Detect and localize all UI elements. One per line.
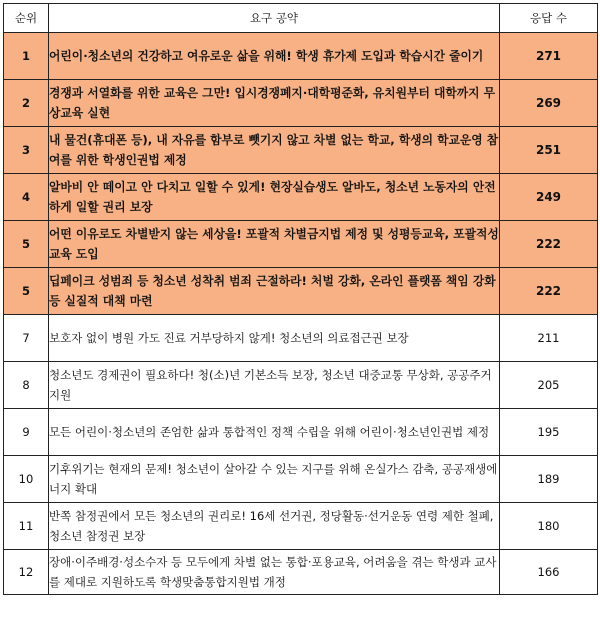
rank-cell: 1 (4, 33, 49, 80)
rank-cell: 5 (4, 221, 49, 268)
table-row (4, 127, 598, 174)
rank-cell: 5 (4, 268, 49, 315)
table-row (4, 503, 598, 550)
count-cell: 180 (500, 503, 598, 550)
count-cell: 249 (500, 174, 598, 221)
pledge-cell: 내 물건(휴대폰 등), 내 자유를 함부로 뺏기지 않고 차별 없는 학교, 학생의 학교운영 참여를 위한 학생인권법 제정 (49, 127, 500, 174)
rank-cell: 4 (4, 174, 49, 221)
pledge-cell: 딥페이크 성범죄 등 청소년 성착취 범죄 근절하라! 처벌 강화, 온라인 플랫폼 책임 강화 등 실질적 대책 마련 (49, 268, 500, 315)
rank-cell: 7 (4, 315, 49, 362)
pledge-cell: 어떤 이유로도 차별받지 않는 세상을! 포괄적 차별금지법 제정 및 성평등교육, 포괄적성교육 도입 (49, 221, 500, 268)
rank-cell: 3 (4, 127, 49, 174)
table-header (4, 4, 598, 33)
pledge-cell: 청소년도 경제권이 필요하다! 청(소)년 기본소득 보장, 청소년 대중교통 무상화, 공공주거 지원 (49, 362, 500, 409)
table-row (4, 409, 598, 456)
table-row (4, 550, 598, 595)
rank-cell: 2 (4, 80, 49, 127)
pledge-cell: 경쟁과 서열화를 위한 교육은 그만! 입시경쟁폐지·대학평준화, 유치원부터 대학까지 무상교육 실현 (49, 80, 500, 127)
pledge-cell: 반쪽 참정권에서 모든 청소년의 권리로! 16세 선거권, 정당활동·선거운동 연령 제한 철폐, 청소년 참정권 보장 (49, 503, 500, 550)
count-cell: 205 (500, 362, 598, 409)
table-row (4, 456, 598, 503)
count-cell: 269 (500, 80, 598, 127)
count-cell: 166 (500, 550, 598, 595)
header-count: 응답 수 (500, 4, 598, 33)
header-rank: 순위 (4, 4, 49, 33)
rank-cell: 8 (4, 362, 49, 409)
table-row (4, 33, 598, 80)
table-row (4, 174, 598, 221)
table-body (4, 33, 598, 595)
table-row (4, 268, 598, 315)
table-row (4, 221, 598, 268)
rank-cell: 10 (4, 456, 49, 503)
header-pledge: 요구 공약 (49, 4, 500, 33)
count-cell: 222 (500, 268, 598, 315)
count-cell: 271 (500, 33, 598, 80)
rank-cell: 11 (4, 503, 49, 550)
table-row (4, 362, 598, 409)
rank-cell: 9 (4, 409, 49, 456)
count-cell: 211 (500, 315, 598, 362)
pledge-cell: 모든 어린이·청소년의 존엄한 삶과 통합적인 정책 수립을 위해 어린이·청소년인권법 제정 (49, 409, 500, 456)
table-row (4, 315, 598, 362)
rank-cell: 12 (4, 550, 49, 595)
count-cell: 251 (500, 127, 598, 174)
pledge-cell: 어린이·청소년의 건강하고 여유로운 삶을 위해! 학생 휴가제 도입과 학습시간 줄이기 (49, 33, 500, 80)
count-cell: 189 (500, 456, 598, 503)
pledge-cell: 기후위기는 현재의 문제! 청소년이 살아갈 수 있는 지구를 위해 온실가스 감축, 공공재생에너지 확대 (49, 456, 500, 503)
pledge-ranking-table (3, 3, 598, 595)
count-cell: 195 (500, 409, 598, 456)
pledge-cell: 알바비 안 떼이고 안 다치고 일할 수 있게! 현장실습생도 알바도, 청소년 노동자의 안전하게 일할 권리 보장 (49, 174, 500, 221)
header-row (4, 4, 598, 33)
count-cell: 222 (500, 221, 598, 268)
table-row (4, 80, 598, 127)
pledge-cell: 장애·이주배경·성소수자 등 모두에게 차별 없는 통합·포용교육, 어려움을 겪는 학생과 교사를 제대로 지원하도록 학생맞춤통합지원법 개정 (49, 550, 500, 595)
pledge-cell: 보호자 없이 병원 가도 진료 거부당하지 않게! 청소년의 의료접근권 보장 (49, 315, 500, 362)
